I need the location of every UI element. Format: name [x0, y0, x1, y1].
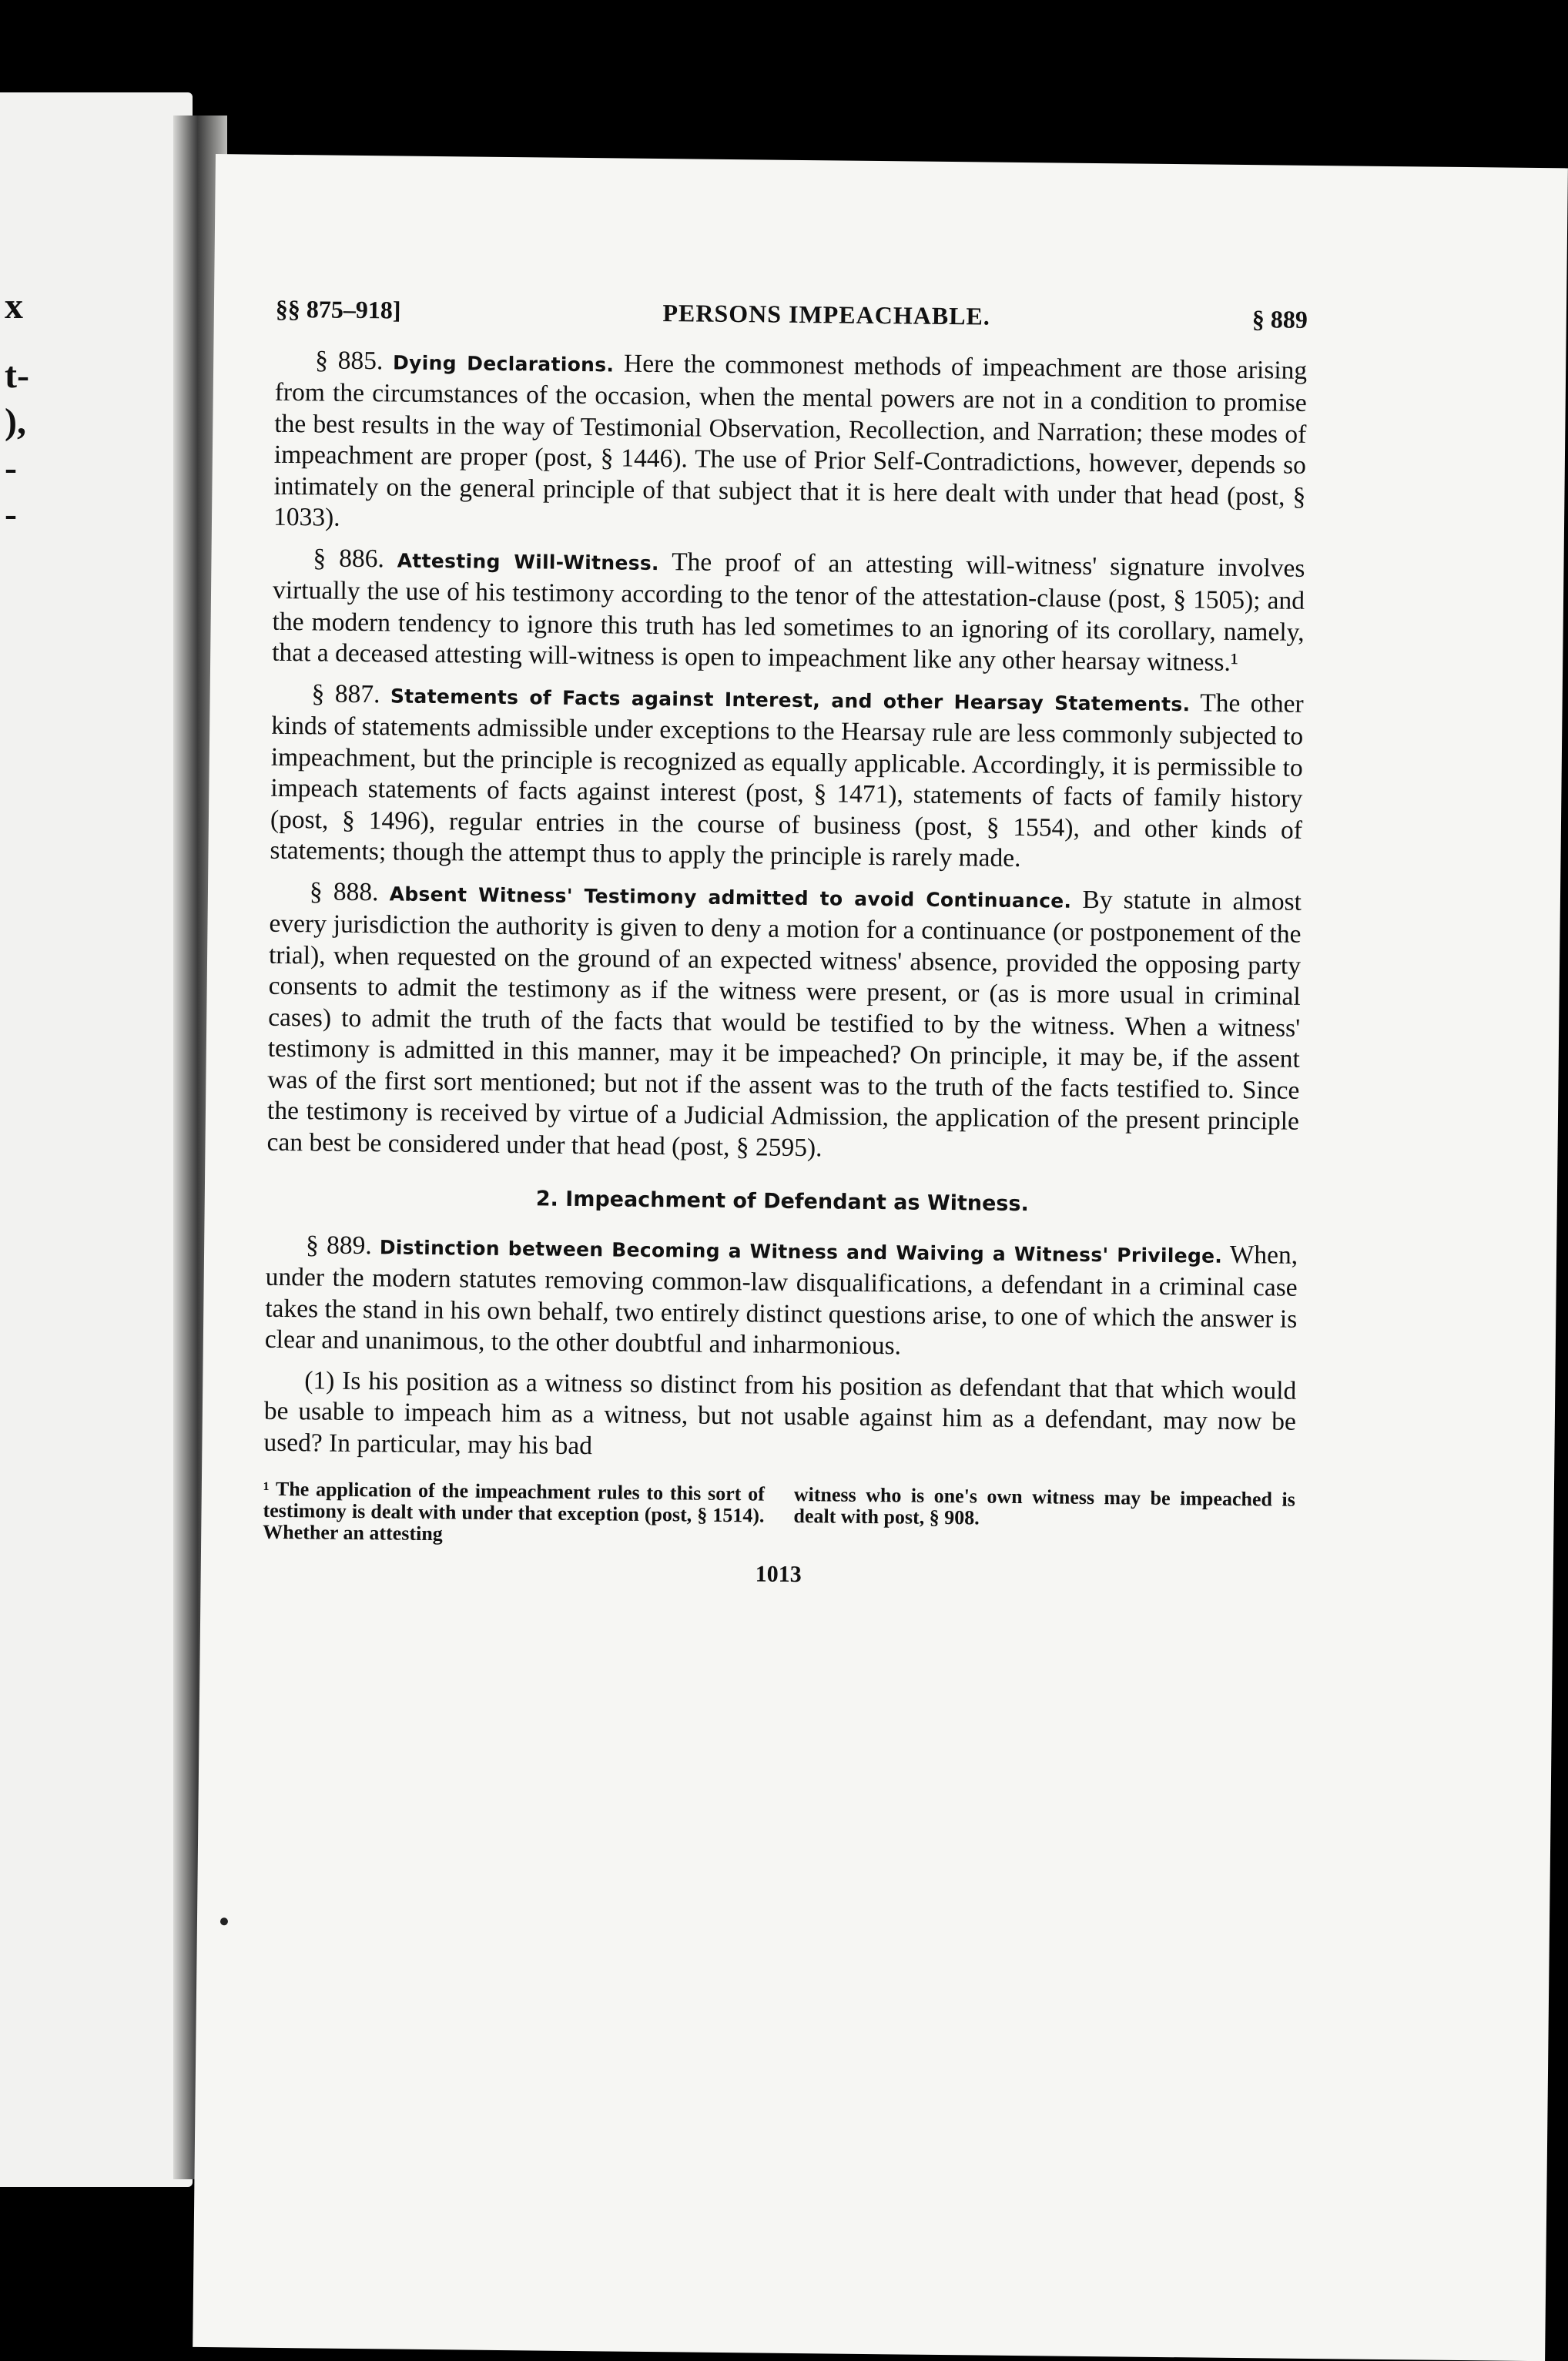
section-text: (1) Is his position as a witness so distinct from his position as defendant that that which would be usable to impeach him as a witness, but not usable against him as a defendant, may now be used? In particular, may his bad: [263, 1365, 1297, 1460]
section-number: § 886.: [313, 543, 385, 573]
footnote-left: ¹ The application of the impeachment rules to this sort of testimony is dealt with under that exception (post, § 1514). Whether an attesting: [263, 1477, 765, 1546]
section-number: § 889.: [305, 1230, 372, 1260]
section-heading: Statements of Facts against Interest, and other Hearsay Statements.: [390, 684, 1191, 715]
section-886: [272, 542, 1305, 679]
footnotes: [263, 1479, 1295, 1554]
previous-page-edge: [0, 92, 193, 2187]
section-number: § 887.: [311, 678, 380, 708]
section-text: When, under the modern statutes removing common-law disqualifications, a defendant in a criminal case takes the stand in his own behalf, two entirely distinct questions arise, to one of which the answer is clear and unanimous, to the other doubtful and inharmonious.: [264, 1240, 1298, 1361]
section-889-question-1: [263, 1365, 1296, 1469]
section-heading: Distinction between Becoming a Witness and Waiving a Witness' Privilege.: [379, 1235, 1223, 1268]
running-head-title: PERSONS IMPEACHABLE.: [662, 299, 991, 330]
running-head-left: §§ 875–918]: [275, 294, 401, 324]
book-page: [193, 154, 1568, 2361]
section-888: [266, 876, 1302, 1169]
running-head-right: § 889: [1251, 305, 1308, 333]
edge-char: -: [5, 494, 17, 534]
section-number: § 885.: [315, 345, 384, 375]
section-number: § 888.: [309, 876, 379, 906]
section-heading: Attesting Will-Witness.: [397, 548, 659, 574]
edge-char: -: [5, 447, 17, 488]
section-heading: Dying Declarations.: [392, 350, 615, 376]
edge-char: t-: [5, 355, 29, 396]
section-885: [273, 344, 1307, 544]
running-head: [276, 293, 1308, 336]
section-text: The proof of an attesting will-witness' signature involves virtually the use of his testimony according to the tenor of the attestation-clause (post, § 1505); and the modern tendency to ignore this truth has led sometimes to an ignoring of its corollary, namely, that a deceased attesting will-witness is open to impeachment like any other hearsay witness.¹: [272, 547, 1305, 677]
subsection-heading: 2. Impeachment of Defendant as Witness.: [535, 1187, 1029, 1217]
section-heading: Absent Witness' Testimony admitted to avoid Continuance.: [389, 882, 1072, 913]
margin-mark: [220, 1917, 228, 1925]
edge-char: x: [5, 286, 23, 327]
edge-char: ),: [5, 401, 26, 442]
footnote-right: witness who is one's own witness may be impeached is dealt with post, § 908.: [793, 1482, 1295, 1529]
page-number: 1013: [755, 1561, 802, 1588]
page-content: [263, 293, 1308, 1596]
section-889: [265, 1229, 1298, 1366]
section-text: Here the commonest methods of impeachment are those arising from the circumstances of the occasion, when the mental powers are not in a condition to promise the best results in the way of Testimonial Observation, Recollection, and Narration; these modes of impeachment are proper (post, § 1446). The use of Prior Self-Contradictions, however, depends so intimately on the general principle of that subject that it is here dealt with under that head (post, § 1033).: [273, 349, 1308, 532]
section-887: [270, 678, 1303, 877]
section-text: The other kinds of statements admissible under exceptions to the Hearsay rule are less commonly subjected to impeachment, but the principle is recognized as equally applicable. Accordingly, it is permissible to impeach statements of facts against interest (post, § 1471), statements of facts of family history (post, § 1496), regular entries in the course of business (post, § 1554), and other kinds of statements; though the attempt thus to apply the principle is rarely made.: [270, 688, 1304, 872]
section-text: By statute in almost every jurisdiction the authority is given to deny a motion for a continuance (or postponement of the trial), when requested on the ground of an expected witness' absence, provided the opposing party consents to admit the testimony as if the witness were present, or (as is more usual in criminal cases) to admit the truth of the facts that would be testified to by the witness. When a witness' testimony is admitted in this manner, may it be impeached? On principle, it may be, if the assent was of the first sort mentioned; but not if the assent was to the truth of the facts testified to. Since the testimony is received by virtue of a Judicial Admission, the application of the present principle can best be considered under that head (post, § 2595).: [266, 885, 1302, 1162]
